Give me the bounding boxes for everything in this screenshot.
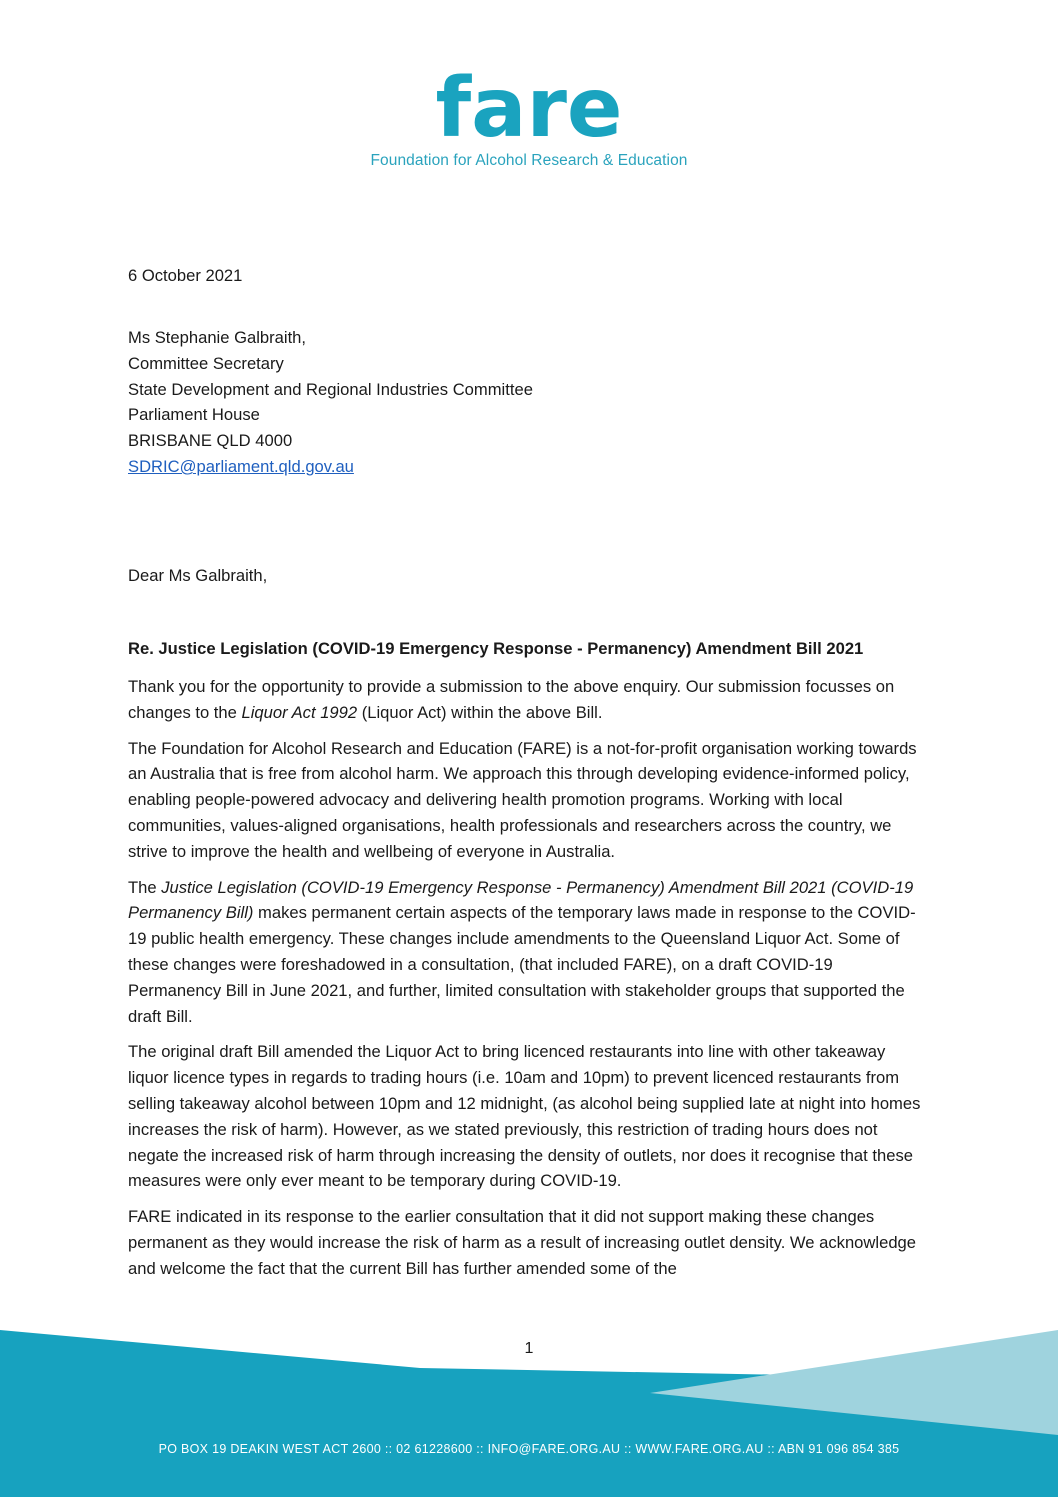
recipient-email-link[interactable]: SDRIC@parliament.qld.gov.au <box>128 456 354 476</box>
paragraph-about-fare: The Foundation for Alcohol Research and Education (FARE) is a not-for-profit organisation working towards an Australia that is free from alcohol harm. We approach this through developing evidence-informed policy, enabling people-powered advocacy and delivering health promotion programs. Working with local communities, values-aligned organisations, health professionals and researchers across the country, we strive to improve the health and wellbeing of everyone in Australia. <box>128 738 917 861</box>
paragraph-intro-text: Thank you for the opportunity to provide a submission to the above enquiry. Our submission focusses on changes to the <box>128 677 895 722</box>
recipient-building: Parliament House <box>128 405 260 425</box>
paragraph-bill-summary <box>128 875 928 1030</box>
logo-tagline: Foundation for Alcohol Research & Education <box>370 152 688 169</box>
paragraph-intro <box>128 674 928 726</box>
subject-line: Re. Justice Legislation (COVID-19 Emergency Response - Permanency) Amendment Bill 2021 <box>128 639 864 658</box>
salutation: Dear Ms Galbraith, <box>128 566 268 585</box>
footer-contact-details: PO BOX 19 DEAKIN WEST ACT 2600 :: 02 61228600 :: INFO@FARE.ORG.AU :: WWW.FARE.ORG.AU :: ABN 91 096 854 385 <box>158 1442 900 1456</box>
fare-wordmark-logo <box>429 70 629 145</box>
logo-wordmark-text: fare <box>435 70 623 145</box>
recipient-name: Ms Stephanie Galbraith, <box>128 328 307 347</box>
paragraph-fare-response: FARE indicated in its response to the earlier consultation that it did not support making these changes permanent as they would increase the risk of harm as a result of increasing outlet density. We acknowledge and welcome the fact that the current Bill has further amended some of the <box>128 1207 916 1278</box>
page-number: 1 <box>524 1340 534 1357</box>
paragraph-bill-summary-start: The <box>128 877 162 897</box>
recipient-city: BRISBANE QLD 4000 <box>128 431 293 451</box>
paragraph-bill-summary-text: makes permanent certain aspects of the temporary laws made in response to the COVID-19 public health emergency. These changes include amendments to the Queensland Liquor Act. Some of these changes were foreshadowed in a consultation, (that included FARE), on a draft COVID-19 Permanency Bill in June 2021, and further, limited consultation with stakeholder groups that supported the draft Bill. <box>128 903 916 1026</box>
recipient-committee: State Development and Regional Industries Committee <box>128 379 533 399</box>
act-title: Liquor Act 1992 <box>241 702 358 722</box>
recipient-address <box>128 325 928 480</box>
fare-logo <box>0 70 1058 169</box>
letter-body <box>128 674 928 1292</box>
bill-title: Justice Legislation (COVID-19 Emergency Response - Permanency) Amendment Bill 2021 (COVID-19 Permanency Bill) <box>128 877 914 923</box>
letter-date: 6 October 2021 <box>128 266 243 285</box>
recipient-title: Committee Secretary <box>128 353 284 373</box>
paragraph-intro-text-end: (Liquor Act) within the above Bill. <box>357 702 603 722</box>
paragraph-draft-bill: The original draft Bill amended the Liquor Act to bring licenced restaurants into line with other takeaway liquor licence types in regards to trading hours (i.e. 10am and 10pm) to prevent licenced restaurants from selling takeaway alcohol between 10pm and 12 midnight, (as alcohol being supplied late at night into homes increases the risk of harm). However, as we stated previously, this restriction of trading hours does not negate the increased risk of harm through increasing the density of outlets, nor does it recognise that these measures were only ever meant to be temporary during COVID-19. <box>128 1042 921 1191</box>
